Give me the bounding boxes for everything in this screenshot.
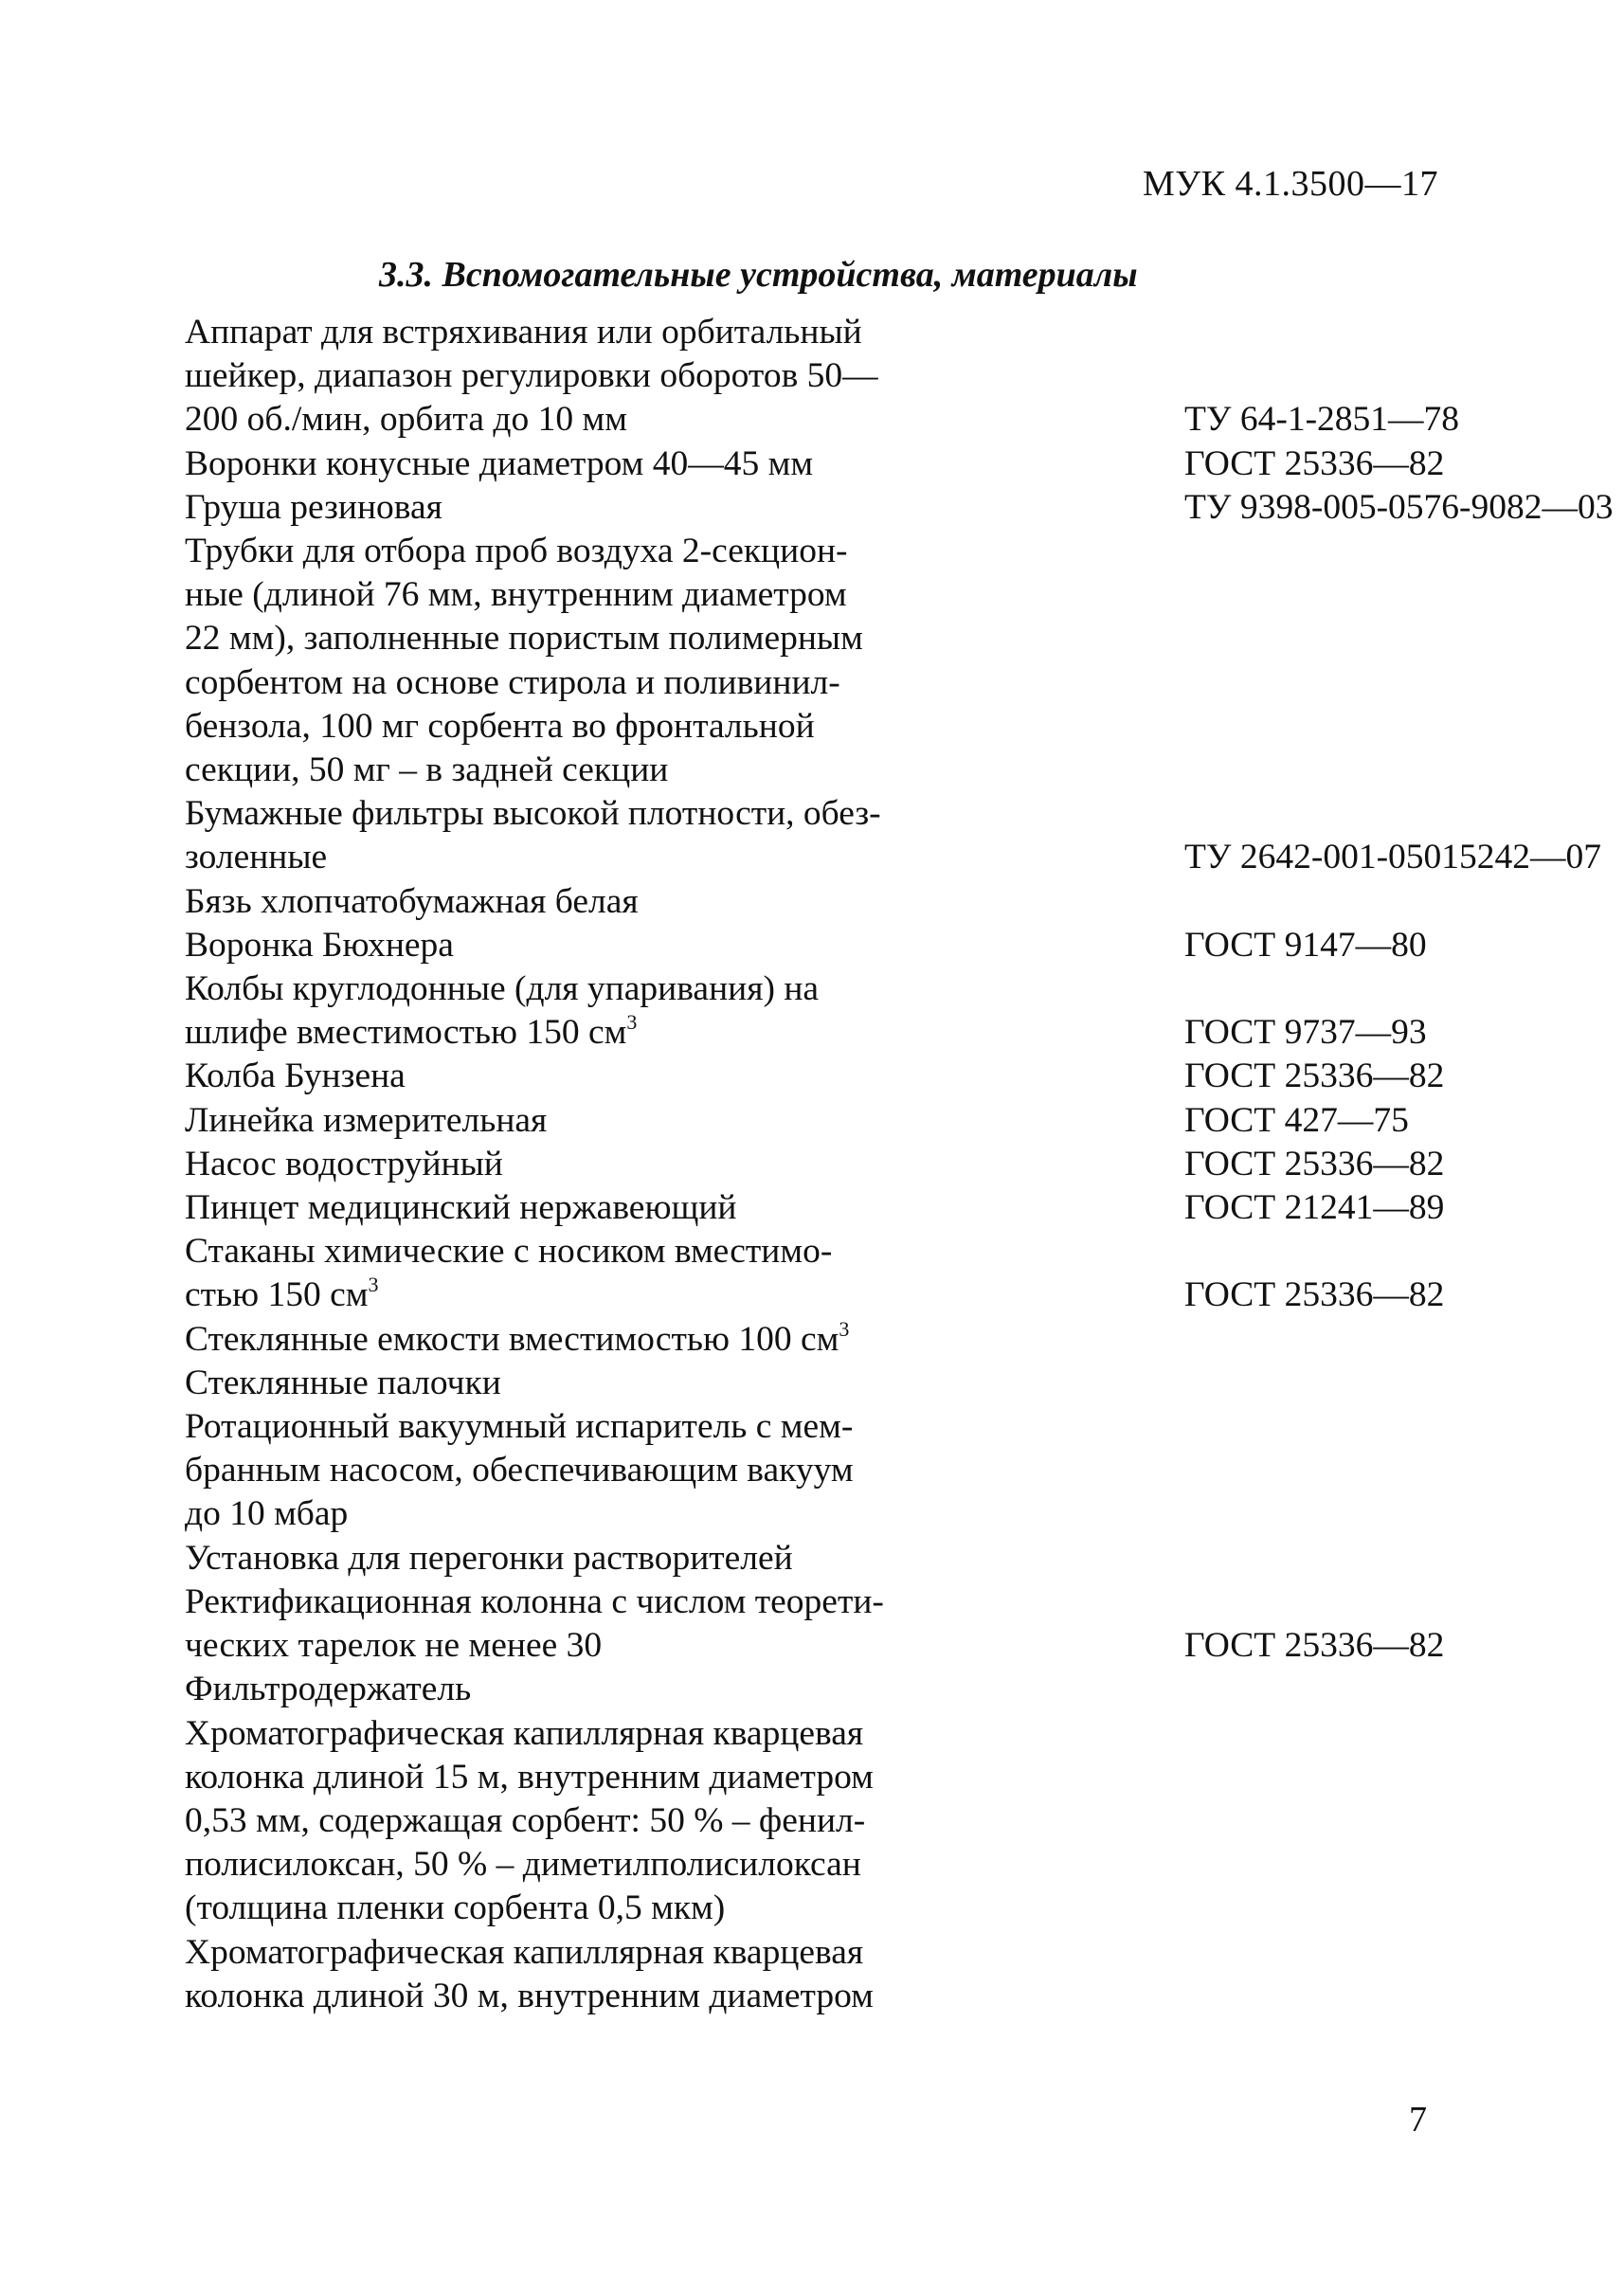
- item-description: [185, 1712, 1000, 1931]
- item-text: Установка для перегонки растворителей: [185, 1538, 793, 1578]
- item-text-line: [185, 1537, 1000, 1581]
- item-text-line: [185, 1011, 1000, 1055]
- item-description: [185, 1099, 1000, 1143]
- item-text: Аппарат для встряхивания или орбитальный: [185, 313, 862, 352]
- item-text: колонка длиной 30 м, внутренним диаметром: [185, 1976, 874, 2015]
- item-text: Фильтродержатель: [185, 1670, 472, 1709]
- list-item: [185, 1581, 1492, 1668]
- item-description: [185, 1405, 1000, 1537]
- item-text: Ректификационная колонна с числом теорети-: [185, 1581, 884, 1621]
- item-text: шлифе вместимостью 150 см: [185, 1013, 627, 1053]
- superscript-exponent: 3: [839, 1316, 850, 1341]
- item-text: (толщина пленки сорбента 0,5 мкм): [185, 1888, 726, 1928]
- item-text-line: [185, 1143, 1000, 1186]
- list-item: [185, 1186, 1492, 1230]
- item-text: Стеклянные палочки: [185, 1363, 501, 1402]
- item-text-line: [185, 1668, 1000, 1711]
- item-description: [185, 1581, 1000, 1668]
- item-text-line: [185, 1362, 1000, 1405]
- item-standard: ТУ 9398-005-0576-9082—03: [1184, 487, 1614, 527]
- list-item: [185, 443, 1492, 486]
- item-text-line: [185, 1186, 1000, 1230]
- item-standard: ГОСТ 25336—82: [1184, 1626, 1445, 1666]
- item-text-line: [185, 1712, 1000, 1756]
- item-text: Стеклянные емкости вместимостью 100 см: [185, 1319, 839, 1359]
- item-text-line: [185, 1581, 1000, 1624]
- item-text: 200 об./мин, орбита до 10 мм: [185, 400, 627, 440]
- item-description: [185, 1668, 1000, 1711]
- list-item: [185, 1668, 1492, 1711]
- item-standard: ГОСТ 21241—89: [1184, 1188, 1445, 1228]
- item-text-line: [185, 792, 1000, 836]
- item-description: [185, 1055, 1000, 1098]
- page-number: 7: [1409, 2100, 1427, 2140]
- item-text: Колбы круглодонные (для упаривания) на: [185, 969, 820, 1009]
- item-description: [185, 1143, 1000, 1186]
- superscript-exponent: 3: [368, 1273, 379, 1297]
- item-standard: ТУ 64-1-2851—78: [1184, 400, 1460, 440]
- list-item: [185, 792, 1602, 879]
- list-item: [185, 880, 1492, 924]
- list-item: [185, 1230, 1492, 1317]
- item-text: Стаканы химические с носиком вместимо-: [185, 1232, 833, 1272]
- item-text-line: [185, 1931, 1000, 1975]
- item-text-line: [185, 617, 1000, 660]
- list-item: [185, 311, 1492, 443]
- item-text: шейкер, диапазон регулировки оборотов 50—: [185, 356, 878, 396]
- item-standard: ТУ 2642-001-05015242—07: [1184, 838, 1602, 877]
- item-text-line: [185, 924, 1000, 967]
- item-text: Трубки для отбора проб воздуха 2-секцион-: [185, 532, 848, 571]
- item-text-line: [185, 1099, 1000, 1143]
- item-description: [185, 443, 1000, 486]
- item-text: колонка длиной 15 м, внутренним диаметром: [185, 1757, 874, 1797]
- item-text: сорбентом на основе стирола и поливинил-: [185, 662, 840, 702]
- item-text-line: [185, 967, 1000, 1011]
- item-text: Насос водоструйный: [185, 1144, 503, 1183]
- item-description: [185, 1537, 1000, 1581]
- list-item: [185, 1099, 1492, 1143]
- item-text: Колба Бунзена: [185, 1057, 406, 1096]
- item-text: Хроматографическая капиллярная кварцевая: [185, 1713, 864, 1753]
- document-code-header: МУК 4.1.3500—17: [1142, 164, 1438, 204]
- superscript-exponent: 3: [626, 1010, 638, 1035]
- item-text-line: [185, 398, 1000, 442]
- item-standard: ГОСТ 9737—93: [1184, 1013, 1427, 1053]
- item-standard: ГОСТ 9147—80: [1184, 925, 1427, 965]
- item-text: до 10 мбар: [185, 1494, 349, 1534]
- item-standard: ГОСТ 25336—82: [1184, 1144, 1445, 1183]
- item-text-line: [185, 311, 1000, 354]
- item-text-line: [185, 1975, 1000, 2018]
- item-text-line: [185, 836, 1000, 879]
- item-text: секции, 50 мг – в задней секции: [185, 750, 669, 790]
- item-text-line: [185, 1756, 1000, 1799]
- item-text: Воронка Бюхнера: [185, 925, 454, 965]
- list-item: [185, 1318, 1492, 1362]
- item-text-line: [185, 1405, 1000, 1449]
- item-text-line: [185, 1492, 1000, 1536]
- item-standard: ГОСТ 25336—82: [1184, 443, 1445, 483]
- item-text: золенные: [185, 838, 328, 877]
- item-text-line: [185, 1318, 1000, 1362]
- item-text: Бумажные фильтры высокой плотности, обез-: [185, 794, 881, 834]
- item-text-line: [185, 1055, 1000, 1098]
- item-text-line: [185, 1273, 1000, 1317]
- list-item: [185, 1362, 1492, 1405]
- equipment-list: [185, 311, 1614, 2018]
- item-text-line: [185, 530, 1000, 573]
- item-description: [185, 880, 1000, 924]
- item-text-line: [185, 1799, 1000, 1843]
- item-text: Хроматографическая капиллярная кварцевая: [185, 1932, 864, 1972]
- item-description: [185, 1318, 1000, 1362]
- item-text-line: [185, 661, 1000, 705]
- item-text-line: [185, 486, 1000, 530]
- item-description: [185, 1931, 1000, 2018]
- list-item: [185, 1405, 1492, 1537]
- item-standard: ГОСТ 25336—82: [1184, 1057, 1445, 1096]
- list-item: [185, 1712, 1492, 1931]
- section-title: 3.3. Вспомогательные устройства, материалы: [379, 255, 1138, 295]
- item-text-line: [185, 1449, 1000, 1492]
- item-description: [185, 1186, 1000, 1230]
- list-item: [185, 486, 1614, 530]
- item-text-line: [185, 1230, 1000, 1273]
- item-text-line: [185, 573, 1000, 617]
- item-description: [185, 1362, 1000, 1405]
- item-text-line: [185, 705, 1000, 749]
- item-description: [185, 792, 1000, 879]
- item-text: полисилоксан, 50 % – диметилполисилоксан: [185, 1845, 861, 1885]
- list-item: [185, 530, 1492, 792]
- list-item: [185, 967, 1492, 1055]
- list-item: [185, 1931, 1492, 2018]
- item-text-line: [185, 880, 1000, 924]
- item-text: Ротационный вакуумный испаритель с мем-: [185, 1407, 854, 1447]
- item-text: стью 150 см: [185, 1275, 369, 1315]
- item-description: [185, 311, 1000, 443]
- item-text: Воронки конусные диаметром 40—45 мм: [185, 443, 814, 483]
- item-text: ные (длиной 76 мм, внутренним диаметром: [185, 575, 847, 615]
- item-text: 22 мм), заполненные пористым полимерным: [185, 619, 863, 659]
- item-description: [185, 924, 1000, 967]
- item-text: Груша резиновая: [185, 487, 442, 527]
- item-text-line: [185, 1624, 1000, 1668]
- item-text: Линейка измерительная: [185, 1100, 548, 1140]
- list-item: [185, 1143, 1492, 1186]
- item-text: Пинцет медицинский нержавеющий: [185, 1188, 737, 1228]
- item-description: [185, 1230, 1000, 1317]
- item-text-line: [185, 1843, 1000, 1887]
- item-text: 0,53 мм, содержащая сорбент: 50 % – фенил-: [185, 1800, 866, 1840]
- item-text: ческих тарелок не менее 30: [185, 1626, 603, 1666]
- item-text: Бязь хлопчатобумажная белая: [185, 881, 639, 921]
- item-standard: ГОСТ 25336—82: [1184, 1275, 1445, 1315]
- item-text-line: [185, 354, 1000, 398]
- list-item: [185, 1537, 1492, 1581]
- item-text: бранным насосом, обеспечивающим вакуум: [185, 1451, 854, 1490]
- item-standard: ГОСТ 427—75: [1184, 1100, 1409, 1140]
- item-text-line: [185, 443, 1000, 486]
- list-item: [185, 924, 1492, 967]
- list-item: [185, 1055, 1492, 1098]
- item-description: [185, 530, 1000, 792]
- item-text-line: [185, 749, 1000, 792]
- item-text-line: [185, 1887, 1000, 1930]
- item-description: [185, 967, 1000, 1055]
- item-text: бензола, 100 мг сорбента во фронтальной: [185, 706, 815, 746]
- item-description: [185, 486, 1000, 530]
